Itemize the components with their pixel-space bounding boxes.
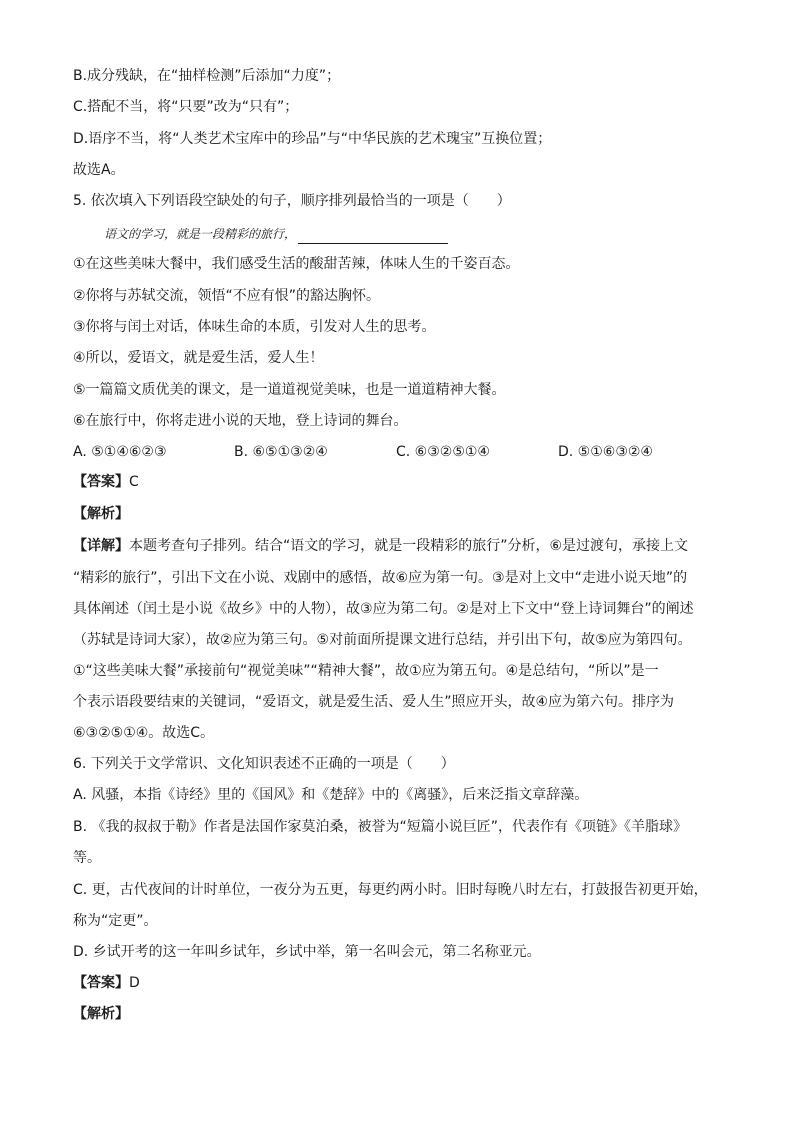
question-5-stem: 5. 依次填入下列语段空缺处的句子，顺序排列最恰当的一项是（ ） <box>73 193 511 209</box>
answer-5 <box>73 472 139 492</box>
prompt-text: 语文的学习，就是一段精彩的旅行， <box>104 227 297 241</box>
option-b-explanation: B.成分残缺，在“抽样检测”后添加“力度”； <box>73 68 341 84</box>
answer-5-tag: 【答案】 <box>73 474 129 490</box>
answer-6-value: D <box>129 975 140 991</box>
detail-5-line-3: 具体阐述（闰土是小说《故乡》中的人物），故③应为第二句。②是对上下文中“登上诗词舞台”的阐述 <box>73 601 694 617</box>
sentence-4: ④所以，爱语文，就是爱生活，爱人生！ <box>73 350 324 366</box>
answer-5-value: C <box>129 474 139 490</box>
sentence-3: ③你将与闰土对话，体味生命的本质，引发对人生的思考。 <box>73 319 436 335</box>
q5-option-b: B. ⑥⑤①③②④ <box>234 444 328 460</box>
analysis-6-tag: 【解析】 <box>73 1006 129 1022</box>
q6-option-d: D. 乡试开考的这一年叫乡试年，乡试中举，第一名叫会元，第二名称亚元。 <box>73 944 541 960</box>
answer-conclusion: 故选A。 <box>73 162 125 178</box>
fill-blank <box>298 229 448 244</box>
analysis-5-tag: 【解析】 <box>73 506 129 522</box>
answer-6-tag: 【答案】 <box>73 975 129 991</box>
option-d-explanation: D.语序不当，将“人类艺术宝库中的珍品”与“中华民族的艺术瑰宝”互换位置； <box>73 131 552 147</box>
sentence-5: ⑤一篇篇文质优美的课文，是一道道视觉美味，也是一道道精神大餐。 <box>73 382 506 398</box>
sentence-2: ②你将与苏轼交流，领悟“不应有恨”的豁达胸怀。 <box>73 288 381 304</box>
detail-5-tag: 【详解】 <box>73 538 129 554</box>
q5-option-c: C. ⑥③②⑤①④ <box>396 444 490 460</box>
q6-option-a: A. 风骚，本指《诗经》里的《国风》和《楚辞》中的《离骚》，后来泛指文章辞藻。 <box>73 787 589 803</box>
q6-option-c-line-2: 称为“定更”。 <box>73 913 158 929</box>
detail-5-line-1 <box>73 536 688 556</box>
q6-option-b-line-2: 等。 <box>73 850 101 866</box>
detail-5-line-2: “精彩的旅行”，引出下文在小说、戏剧中的感悟，故⑥应为第一句。③是对上文中“走进小说天地”的 <box>73 570 688 586</box>
sentence-1: ①在这些美味大餐中，我们感受生活的酸甜苦辣，体味人生的千姿百态。 <box>73 256 520 272</box>
option-c-explanation: C.搭配不当，将“只要”改为“只有”； <box>73 99 299 115</box>
detail-5-text-1: 本题考查句子排列。结合“语文的学习，就是一段精彩的旅行”分析，⑥是过渡句，承接上文 <box>129 538 689 554</box>
detail-5-line-6: 个表示语段要结束的关键词，“爱语文，就是爱生活、爱人生”照应开头，故④应为第六句。排序为 <box>73 694 675 710</box>
q5-option-d: D. ⑤①⑥③②④ <box>558 444 653 460</box>
detail-5-line-7: ⑥③②⑤①④。故选C。 <box>73 725 215 741</box>
detail-5-line-5: ①“这些美味大餐”承接前句“视觉美味”“精神大餐”，故①应为第五句。④是总结句，“所以”是一 <box>73 663 659 679</box>
sentence-6: ⑥在旅行中，你将走进小说的天地，登上诗词的舞台。 <box>73 413 408 429</box>
detail-5-line-4: （苏轼是诗词大家），故②应为第三句。⑤对前面所提课文进行总结，并引出下句，故⑤应为第四句。 <box>73 632 692 648</box>
question-5-prompt <box>104 224 448 244</box>
q6-option-b-line-1: B. 《我的叔叔于勒》作者是法国作家莫泊桑，被誉为“短篇小说巨匠”，代表作有《项链》《羊脂球》 <box>73 819 688 835</box>
answer-6 <box>73 973 140 993</box>
q6-option-c-line-1: C. 更，古代夜间的计时单位，一夜分为五更，每更约两小时。旧时每晚八时左右，打鼓报告初更开始， <box>73 882 708 898</box>
question-6-stem: 6. 下列关于文学常识、文化知识表述不正确的一项是（ ） <box>73 756 455 772</box>
q5-option-a: A. ⑤①④⑥②③ <box>73 444 167 460</box>
